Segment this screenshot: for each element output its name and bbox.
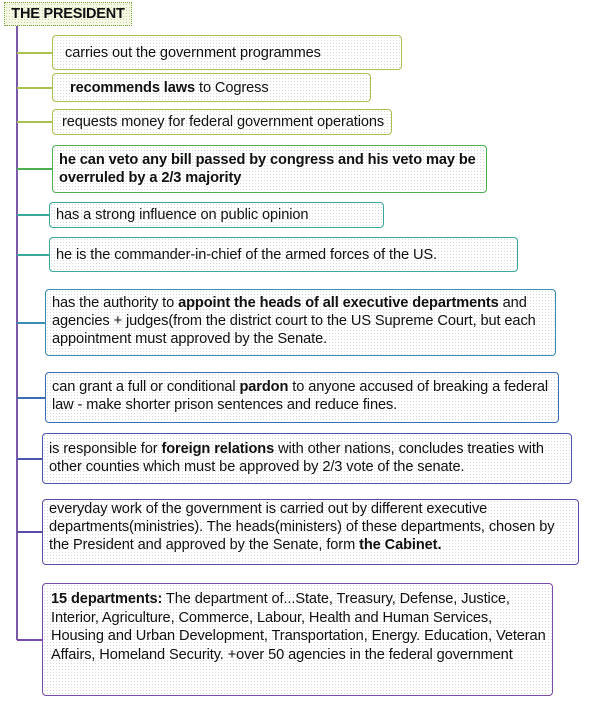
duty-box-appoint: [45, 289, 556, 356]
duty-text: [49, 501, 558, 553]
duty-text-bold: foreign relations: [161, 441, 275, 457]
duty-text-regular: with other nations, concludes treaties with other counties which must be approved by 2/3 vote of the senate.: [49, 441, 548, 475]
duty-box-foreign-relations: [42, 433, 572, 484]
duty-box-requests-money: [52, 109, 392, 135]
duty-text: [59, 152, 480, 186]
duty-text-regular: The department of...State, Treasury, Defense, Justice, Interior, Agriculture, Commerce, Labour, Health and Human Services, Housing and Urban Development, Transportation, Energy. Education, Veteran Affairs, Homeland Security. +over 50 agencies in the federal government: [51, 591, 549, 663]
duty-text-regular: everyday work of the government is carried out by different executive departments(ministries). The heads(ministers) of these departments, chosen by the President and approved by the Senate, form: [49, 501, 559, 553]
duty-box-cabinet: [42, 499, 579, 565]
duty-box-public-opinion: [49, 202, 384, 228]
duty-text-regular: has a strong influence on public opinion: [56, 207, 309, 223]
duty-text-regular: requests money for federal government operations: [62, 114, 385, 130]
duty-text-regular: can grant a full or conditional: [52, 379, 240, 395]
duty-text-bold: appoint the heads of all executive departments: [178, 295, 499, 311]
duty-text: [52, 295, 540, 347]
duty-text-regular: and agencies + judges(from the district court to the US Supreme Court, but each appointment must approved by the Senate.: [52, 295, 540, 347]
duty-box-recommends-laws: [52, 73, 371, 102]
duty-text-regular: to Cogress: [195, 79, 269, 96]
duty-text-bold: 15 departments:: [51, 591, 163, 607]
duty-text: [70, 79, 269, 97]
duty-text-regular: to anyone accused of breaking a federal law - make shorter prison sentences and reduce fines.: [52, 379, 552, 413]
duty-text-bold: pardon: [239, 379, 289, 395]
duty-text-regular: has the authority to: [52, 295, 179, 311]
duty-box-departments: [42, 583, 553, 696]
duty-text-bold: the Cabinet.: [359, 537, 442, 553]
duty-text: [56, 246, 437, 264]
duty-text-bold: recommends laws: [70, 79, 196, 96]
duty-text: [49, 441, 548, 475]
president-title: THE PRESIDENT: [4, 2, 132, 26]
duty-box-veto: [52, 145, 487, 193]
duty-text: [52, 379, 552, 413]
duty-text: [65, 44, 321, 62]
duty-text: [51, 591, 549, 663]
duty-box-pardon: [45, 372, 559, 423]
duty-text: [62, 113, 384, 131]
duty-text: [56, 206, 308, 224]
duty-text-regular: he is the commander-in-chief of the armed forces of the US.: [56, 246, 438, 263]
duty-box-commander: [49, 237, 518, 272]
duty-text-regular: is responsible for: [49, 441, 162, 457]
duty-box-programmes: [52, 35, 402, 70]
duty-text-bold: he can veto any bill passed by congress and his veto may be overruled by a 2/3 majority: [59, 152, 480, 186]
duty-text-regular: carries out the government programmes: [65, 44, 321, 61]
